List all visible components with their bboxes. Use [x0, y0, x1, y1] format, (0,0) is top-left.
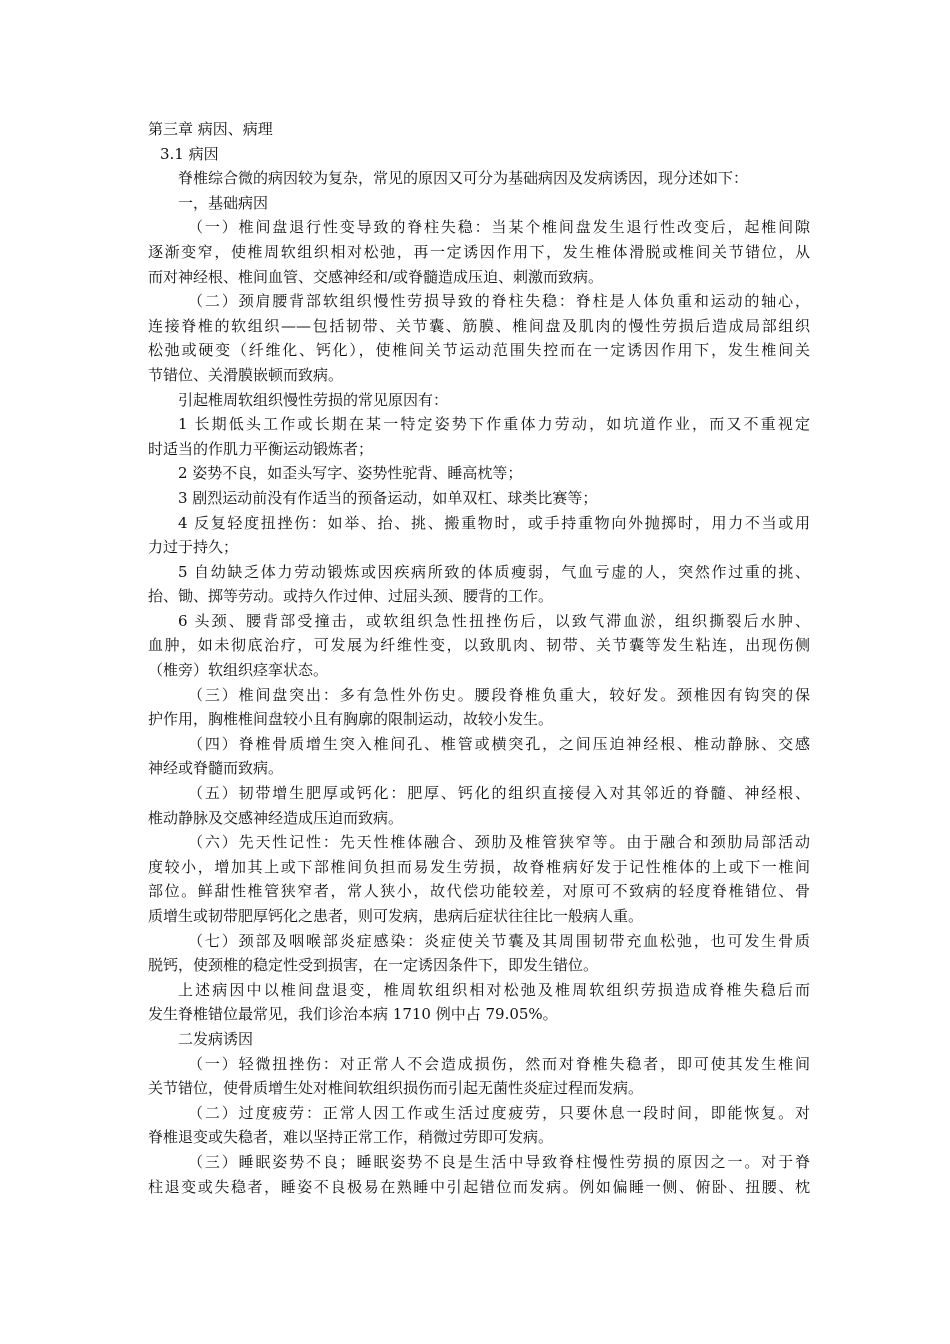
text-line: 脱钙，使颈椎的稳定性受到损害，在一定诱因条件下，即发生错位。	[148, 956, 599, 975]
text-line: 发生脊椎错位最常见，我们诊治本病 1710 例中占 79.05%。	[148, 1005, 558, 1024]
text-line: 5 自幼缺乏体力劳动锻炼或因疾病所致的体质瘦弱，气血亏虚的人，突然作过重的挑、	[178, 562, 810, 581]
text-line: 关节错位，使骨质增生处对椎间软组织损伤而引起无菌性炎症过程而发病。	[148, 1079, 644, 1098]
text-line: 护作用，胸椎椎间盘较小且有胸廓的限制运动，故较小发生。	[148, 710, 554, 729]
text-line: 部位。鲜甜性椎管狭窄者，常人狭小，故代偿功能较差，对原可不致病的轻度脊椎错位、骨	[148, 882, 810, 901]
text-line: 6 头颈、腰背部受撞击，或软组织急性扭挫伤后，以致气滞血淤，组织撕裂后水肿、	[178, 611, 810, 630]
text-line: 柱退变或失稳者，睡姿不良极易在熟睡中引起错位而发病。例如偏睡一侧、俯卧、扭腰、枕	[148, 1177, 810, 1196]
text-line: 时适当的作肌力平衡运动锻炼者；	[148, 439, 374, 458]
text-line: 质增生或韧带肥厚钙化之患者，则可发病，患病后症状往往比一般病人重。	[148, 907, 644, 925]
text-line: 脊椎综合微的病因较为复杂，常见的原因又可分为基础病因及发病诱因，现分述如下：	[178, 169, 749, 188]
text-line: （一）椎间盘退行性变导致的脊柱失稳：当某个椎间盘发生退行性改变后，起椎间隙	[188, 218, 810, 237]
text-line: 上述病因中以椎间盘退变，椎周软组织相对松弛及椎周软组织劳损造成脊椎失稳后而	[178, 980, 810, 999]
section-title: 3.1 病因	[160, 144, 219, 163]
text-line: 2 姿势不良，如歪头写字、姿势性驼背、睡高枕等；	[178, 464, 523, 483]
text-line: 二发病诱因	[178, 1029, 254, 1048]
text-line: （三）睡眠姿势不良；睡眠姿势不良是生活中导致脊柱慢性劳损的原因之一。对于脊	[188, 1152, 810, 1171]
text-line: 力过于持久；	[148, 538, 239, 557]
text-line: 引起椎周软组织慢性劳损的常见原因有：	[178, 390, 449, 409]
text-line: 脊椎退变或失稳者，难以坚持正常工作，稍微过劳即可发病。	[148, 1128, 554, 1147]
text-line: 松弛或硬变（纤维化、钙化），使椎间关节运动范围失控而在一定诱因作用下，发生椎间关	[148, 341, 810, 360]
text-line: 1 长期低头工作或长期在某一特定姿势下作重体力劳动，如坑道作业，而又不重视定	[178, 415, 810, 434]
text-line: 抬、锄、掷等劳动。或持久作过伸、过屈头颈、腰背的工作。	[148, 587, 554, 606]
text-line: 神经或脊髓而致病。	[148, 759, 284, 778]
text-line: 连接脊椎的软组织——包括韧带、关节囊、筋膜、椎间盘及肌肉的慢性劳损后造成局部组织	[148, 316, 810, 335]
text-line: 4 反复轻度扭挫伤：如举、抬、挑、搬重物时，或手持重物向外抛掷时，用力不当或用	[178, 513, 810, 532]
text-line: 椎动静脉及交感神经造成压迫而致病。	[148, 808, 404, 827]
text-line: （椎旁）软组织痉挛状态。	[148, 661, 329, 680]
text-line: （五）韧带增生肥厚或钙化：肥厚、钙化的组织直接侵入对其邻近的脊髓、神经根、	[188, 784, 810, 803]
text-line: 3 剧烈运动前没有作适当的预备运动，如单双杠、球类比赛等；	[178, 488, 598, 507]
text-line: （二）过度疲劳：正常人因工作或生活过度疲劳，只要休息一段时间，即能恢复。对	[188, 1103, 810, 1122]
text-line: 度较小，增加其上或下部椎间负担而易发生劳损，故脊椎病好发于记性椎体的上或下一椎间	[148, 857, 810, 876]
text-line: 一，基础病因	[178, 193, 269, 212]
text-line: （三）椎间盘突出：多有急性外伤史。腰段脊椎负重大，较好发。颈椎因有钩突的保	[188, 685, 810, 704]
text-line: （七）颈部及咽喉部炎症感染：炎症使关节囊及其周围韧带充血松弛，也可发生骨质	[188, 931, 810, 950]
chapter-title: 第三章 病因、病理	[148, 120, 273, 138]
text-line: （六）先天性记性：先天性椎体融合、颈肋及椎管狭窄等。由于融合和颈肋局部活动	[188, 833, 810, 852]
text-line: 节错位、关滑膜嵌顿而致病。	[148, 365, 344, 384]
text-line: 逐渐变窄，使椎周软组织相对松弛，再一定诱因作用下，发生椎体滑脱或椎间关节错位，从	[148, 242, 810, 261]
text-line: 血肿，如未彻底治疗，可发展为纤维性变，以致肌肉、韧带、关节囊等发生粘连，出现伤侧	[148, 636, 810, 655]
text-line: （二）颈肩腰背部软组织慢性劳损导致的脊柱失稳：脊柱是人体负重和运动的轴心，	[188, 292, 810, 311]
text-line: （一）轻微扭挫伤：对正常人不会造成损伤，然而对脊椎失稳者，即可使其发生椎间	[188, 1054, 810, 1073]
text-line: （四）脊椎骨质增生突入椎间孔、椎管或横突孔，之间压迫神经根、椎动静脉、交感	[188, 734, 810, 753]
text-line: 而对神经根、椎间血管、交感神经和/或脊髓造成压迫、刺激而致病。	[148, 267, 604, 286]
